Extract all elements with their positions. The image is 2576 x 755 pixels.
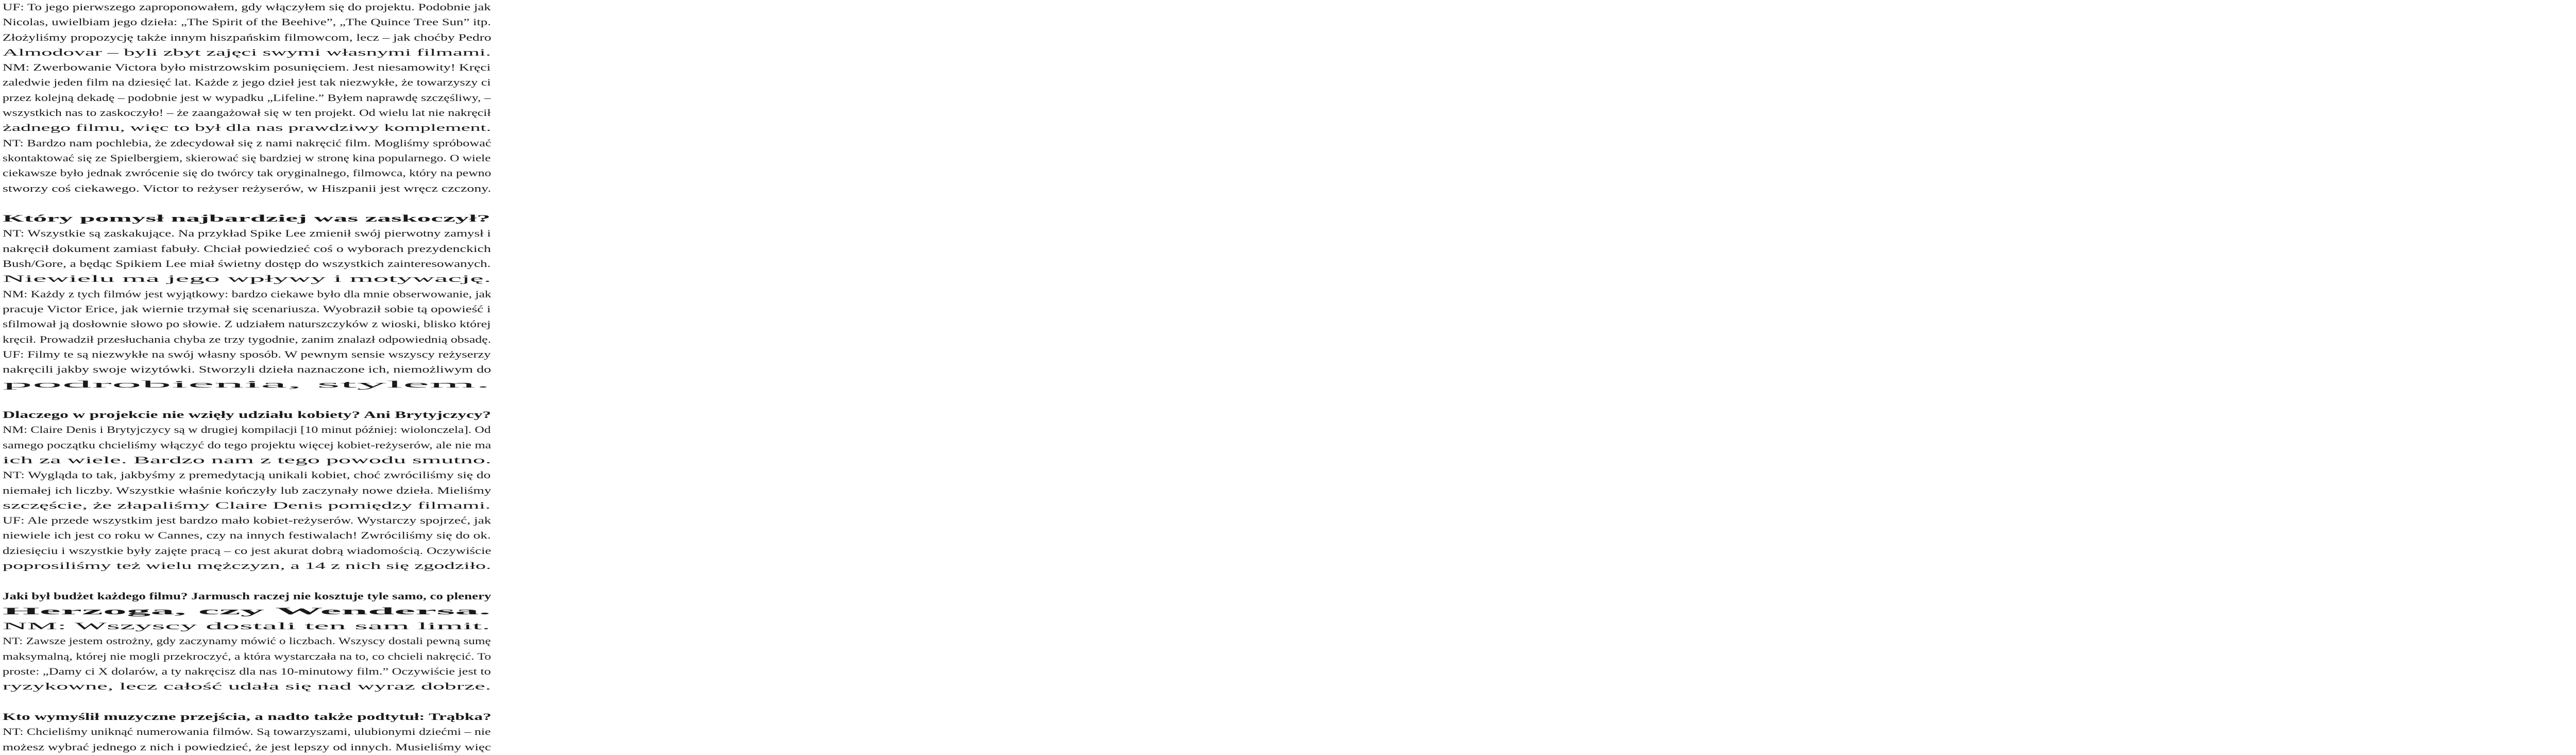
text-line: ich za wiele. Bardzo nam z tego powodu smutno.	[3, 455, 492, 466]
paragraph-gap	[3, 393, 493, 408]
question-line: Jaki był budżet każdego filmu? Jarmusch raczej nie kosztuje tyle samo, co plenery	[3, 591, 492, 602]
text-line: zaledwie jeden film na dziesięć lat. Każde z jego dzieł jest tak niezwykłe, że towarzyszy ci	[3, 77, 491, 89]
text-line: przez kolejną dekadę – podobnie jest w wypadku „Lifeline.” Byłem naprawdę szczęśliwy, –	[3, 92, 491, 104]
question-line: Herzoga, czy Wendersa.	[3, 606, 491, 617]
text-line: UF: Ale przede wszystkim jest bardzo mało kobiet-reżyserów. Wystarczy spojrzeć, jak	[3, 515, 492, 527]
text-line: żadnego filmu, więc to był dla nas prawdziwy komplement.	[3, 123, 492, 134]
text-line: NM: Claire Denis i Brytyjczycy są w drugiej kompilacji [10 minut później: wiolonczela]. Od	[3, 425, 491, 436]
paragraph-gap	[3, 196, 493, 211]
text-line: Złożyliśmy propozycję także innym hiszpańskim filmowcom, lecz – jak choćby Pedro	[3, 32, 492, 43]
text-line: ciekawsze było jednak zwrócenie się do twórcy tak oryginalnego, filmowca, który na pewno	[3, 168, 492, 179]
text-line: ryzykowne, lecz całość udała się nad wyraz dobrze.	[3, 681, 492, 693]
text-line: niemałej ich liczby. Wszystkie właśnie kończyły lub zaczynały nowe dzieła. Mieliśmy	[3, 485, 492, 496]
text-line: NT: Zawsze jestem ostrożny, gdy zaczynamy mówić o liczbach. Wszyscy dostali pewną sumę	[3, 636, 491, 647]
paragraph-gap	[3, 695, 493, 710]
text-line: możesz wybrać jednego z nich i powiedzieć, że jest lepszy od innych. Musieliśmy więc	[3, 742, 491, 753]
text-line: nakręcili jakby swoje wizytówki. Stworzyli dzieła naznaczone ich, niemożliwym do	[3, 364, 492, 376]
paragraph-gap	[3, 574, 493, 589]
text-line: dziesięciu i wszystkie były zajęte pracą – co jest akurat dobrą wiadomością. Oczywiście	[3, 545, 492, 557]
text-line: sfilmował ją dosłownie słowo po słowie. Z udziałem naturszczyków z wioski, blisko której	[3, 319, 491, 330]
text-line: NT: Chcieliśmy uniknąć numerowania filmów. Są towarzyszami, ulubionymi dziećmi – nie	[3, 727, 491, 738]
text-line: NM: Wszyscy dostali ten sam limit.	[3, 621, 490, 632]
text-line: Bush/Gore, a będąc Spikiem Lee miał świetny dostęp do wszystkich zainteresowanych.	[3, 259, 491, 270]
text-line: proste: „Damy ci X dolarów, a ty nakręcisz dla nas 10-minutowy film.” Oczywiście jest to	[3, 666, 491, 678]
text-line: podrobienia, stylem.	[3, 379, 491, 391]
text-line: NT: Wszystkie są zaskakujące. Na przykład Spike Lee zmienił swój pierwotny zamysł i	[3, 228, 491, 240]
text-line: poprosiliśmy też wielu mężczyzn, a 14 z nich się zgodziło.	[3, 560, 492, 572]
document-page	[0, 0, 495, 753]
text-line: szczęście, że złapaliśmy Claire Denis pomiędzy filmami.	[3, 500, 491, 511]
text-line: pracuje Victor Erice, jak wiernie trzymał się scenariusza. Wyobraził sobie tą opowieść i	[3, 304, 491, 315]
text-line: Niewielu ma jego wpływy i motywację.	[3, 274, 492, 285]
question-line: Dlaczego w projekcie nie wzięły udziału kobiety? Ani Brytyjczycy?	[3, 410, 492, 421]
text-line: Almodovar – byli zbyt zajęci swymi własnymi filmami.	[3, 47, 492, 58]
question-line: Kto wymyślił muzyczne przejścia, a nadto także podtytuł: Trąbka?	[3, 711, 492, 723]
question-line: Który pomysł najbardziej was zaskoczył?	[3, 213, 490, 225]
text-line: NM: Każdy z tych filmów jest wyjątkowy: bardzo ciekawe było dla mnie obserwowanie, jak	[3, 289, 492, 300]
text-line: UF: To jego pierwszego zaproponowałem, gdy włączyłem się do projektu. Podobnie jak	[3, 2, 491, 13]
text-line: samego początku chcieliśmy włączyć do tego projektu więcej kobiet-reżyserów, ale nie ma	[3, 440, 492, 451]
text-line: wszystkich nas to zaskoczyło! – że zaangażował się w ten projekt. Od wielu lat nie nakręcił	[3, 108, 491, 119]
text-line: UF: Filmy te są niezwykłe na swój własny sposób. W pewnym sensie wszyscy reżyserzy	[3, 349, 491, 360]
text-line: niewiele ich jest co roku w Cannes, czy na innych festiwalach! Zwróciliśmy się do ok.	[3, 530, 491, 542]
text-line: Nicolas, uwielbiam jego dzieła: „The Spirit of the Beehive”, „The Quince Tree Sun” itp.	[3, 17, 492, 28]
text-line: NT: Wygląda to tak, jakbyśmy z premedytacją unikali kobiet, choć zwróciliśmy się do	[3, 470, 491, 481]
text-line: maksymalną, której nie mogli przekroczyć, a która wystarczała na to, co chcieli nakręcić. To	[3, 651, 492, 662]
text-line: NM: Zwerbowanie Victora było mistrzowskim posunięciem. Jest niesamowity! Kręci	[3, 62, 491, 74]
text-line: skontaktować się ze Spielbergiem, skierować się bardziej w stronę kina popularnego. O wiele	[3, 153, 491, 164]
text-line: nakręcił dokument zamiast fabuły. Chciał powiedzieć coś o wyborach prezydenckich	[3, 243, 491, 255]
text-line: stworzy coś ciekawego. Victor to reżyser reżyserów, w Hiszpanii jest wręcz czczony.	[3, 183, 492, 194]
text-line: NT: Bardzo nam pochlebia, że zdecydował się z nami nakręcić film. Mogliśmy spróbować	[3, 138, 492, 149]
text-line: kręcił. Prowadził przesłuchania chyba ze trzy tygodnie, zanim znalazł odpowiednią obsadę.	[3, 334, 492, 345]
